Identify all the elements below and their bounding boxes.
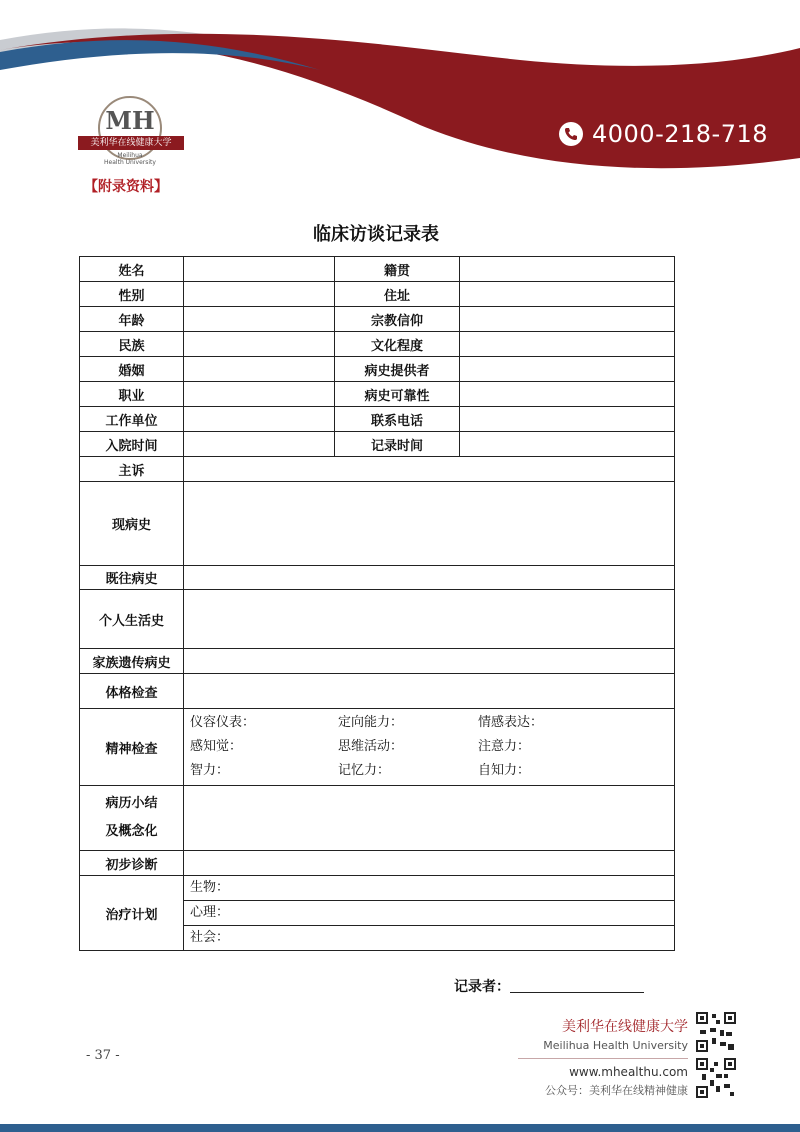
- treatment-social[interactable]: 社会：: [190, 930, 230, 945]
- field-personal-history[interactable]: [184, 590, 675, 649]
- phone-text: 4000-218-718: [592, 120, 769, 148]
- field-value[interactable]: [460, 432, 675, 457]
- footer-divider: [518, 1058, 688, 1059]
- field-label: 年龄: [80, 307, 184, 332]
- logo-mh-text: MH: [105, 106, 155, 135]
- field-value[interactable]: [460, 307, 675, 332]
- form-row-past-history: [80, 566, 675, 590]
- phone-number: [558, 120, 768, 148]
- mental-item-perception: 感知觉：: [190, 739, 243, 754]
- label-mental-exam: 精神检查: [80, 709, 184, 786]
- field-label: 文化程度: [335, 332, 460, 357]
- bottom-accent-bar: [0, 1124, 800, 1132]
- recorder-label: 记录者：: [454, 979, 510, 995]
- footer-info: [518, 1016, 688, 1098]
- form-row-personal-history: [80, 590, 675, 649]
- label-summary: 病历小结 及概念化: [80, 786, 184, 851]
- field-label: 性别: [80, 282, 184, 307]
- footer-university-cn: 美利华在线健康大学: [562, 1019, 688, 1035]
- field-value[interactable]: [460, 282, 675, 307]
- field-value[interactable]: [184, 257, 335, 282]
- label-personal-history: 个人生活史: [80, 590, 184, 649]
- field-label: 住址: [335, 282, 460, 307]
- field-label: 婚姻: [80, 357, 184, 382]
- label-present-illness: 现病史: [80, 482, 184, 566]
- logo-subtitle: Meilihua Health University: [104, 152, 156, 166]
- form-row-summary: [80, 786, 675, 851]
- mental-item-appearance: 仪容仪表：: [190, 715, 256, 730]
- label-chief-complaint: 主诉: [80, 457, 184, 482]
- field-value[interactable]: [460, 332, 675, 357]
- field-label: 籍贯: [335, 257, 460, 282]
- label-diagnosis: 初步诊断: [80, 851, 184, 876]
- mental-item-thinking: 思维活动：: [338, 739, 404, 754]
- field-value[interactable]: [460, 382, 675, 407]
- form-row-info: [80, 407, 675, 432]
- footer-university-en: Meilihua Health University: [543, 1039, 688, 1052]
- field-label: 病史可靠性: [335, 382, 460, 407]
- form-row-treatment: [80, 876, 675, 951]
- qr-code-icon: [696, 1012, 736, 1052]
- form-row-info: [80, 357, 675, 382]
- mental-item-insight: 自知力：: [478, 763, 531, 778]
- treatment-psych[interactable]: 心理：: [184, 901, 674, 926]
- qr-code-icon: [696, 1058, 736, 1098]
- field-label: 职业: [80, 382, 184, 407]
- treatment-bio[interactable]: 生物：: [184, 876, 674, 901]
- form-title: 临床访谈记录表: [313, 224, 439, 245]
- field-label: 宗教信仰: [335, 307, 460, 332]
- field-value[interactable]: [184, 407, 335, 432]
- field-label: 入院时间: [80, 432, 184, 457]
- mental-item-attention: 注意力：: [478, 739, 531, 754]
- interview-record-form: [79, 256, 675, 951]
- recorder-signature-line[interactable]: [510, 992, 644, 993]
- field-label: 姓名: [80, 257, 184, 282]
- field-value[interactable]: [184, 332, 335, 357]
- mental-item-intelligence: 智力：: [190, 763, 230, 778]
- form-row-info: [80, 432, 675, 457]
- field-diagnosis[interactable]: [184, 851, 675, 876]
- field-physical-exam[interactable]: [184, 674, 675, 709]
- form-row-present-illness: [80, 482, 675, 566]
- mental-item-memory: 记忆力：: [338, 763, 391, 778]
- field-summary[interactable]: [184, 786, 675, 851]
- form-row-info: [80, 332, 675, 357]
- form-row-physical-exam: [80, 674, 675, 709]
- form-row-info: [80, 257, 675, 282]
- field-value[interactable]: [184, 382, 335, 407]
- field-chief-complaint[interactable]: [184, 457, 675, 482]
- field-present-illness[interactable]: [184, 482, 675, 566]
- field-label: 病史提供者: [335, 357, 460, 382]
- field-label: 记录时间: [335, 432, 460, 457]
- form-row-diagnosis: [80, 851, 675, 876]
- phone-icon: [558, 121, 584, 147]
- form-row-info: [80, 382, 675, 407]
- field-value[interactable]: [184, 282, 335, 307]
- field-value[interactable]: [184, 357, 335, 382]
- field-label: 联系电话: [335, 407, 460, 432]
- form-row-info: [80, 282, 675, 307]
- field-treatment: [184, 876, 675, 951]
- label-family-history: 家族遗传病史: [80, 649, 184, 674]
- field-value[interactable]: [460, 357, 675, 382]
- field-label: 工作单位: [80, 407, 184, 432]
- field-value[interactable]: [184, 307, 335, 332]
- appendix-label: 【附录资料】: [84, 179, 168, 195]
- form-row-chief-complaint: [80, 457, 675, 482]
- label-treatment: 治疗计划: [80, 876, 184, 951]
- logo-ribbon: 美利华在线健康大学: [78, 136, 184, 150]
- field-value[interactable]: [460, 257, 675, 282]
- field-value[interactable]: [460, 407, 675, 432]
- page-number: - 37 -: [86, 1048, 120, 1063]
- form-row-mental-exam: [80, 709, 675, 786]
- footer-url: www.mhealthu.com: [569, 1065, 688, 1079]
- field-mental-exam[interactable]: [184, 709, 675, 786]
- field-value[interactable]: [184, 432, 335, 457]
- field-past-history[interactable]: [184, 566, 675, 590]
- label-past-history: 既往病史: [80, 566, 184, 590]
- mental-item-orientation: 定向能力：: [338, 715, 404, 730]
- label-physical-exam: 体格检查: [80, 674, 184, 709]
- field-family-history[interactable]: [184, 649, 675, 674]
- field-label: 民族: [80, 332, 184, 357]
- mental-item-affect: 情感表达：: [478, 715, 544, 730]
- university-logo: [78, 96, 184, 168]
- form-row-family-history: [80, 649, 675, 674]
- footer-public-account: 公众号：美利华在线精神健康: [545, 1084, 688, 1097]
- form-row-info: [80, 307, 675, 332]
